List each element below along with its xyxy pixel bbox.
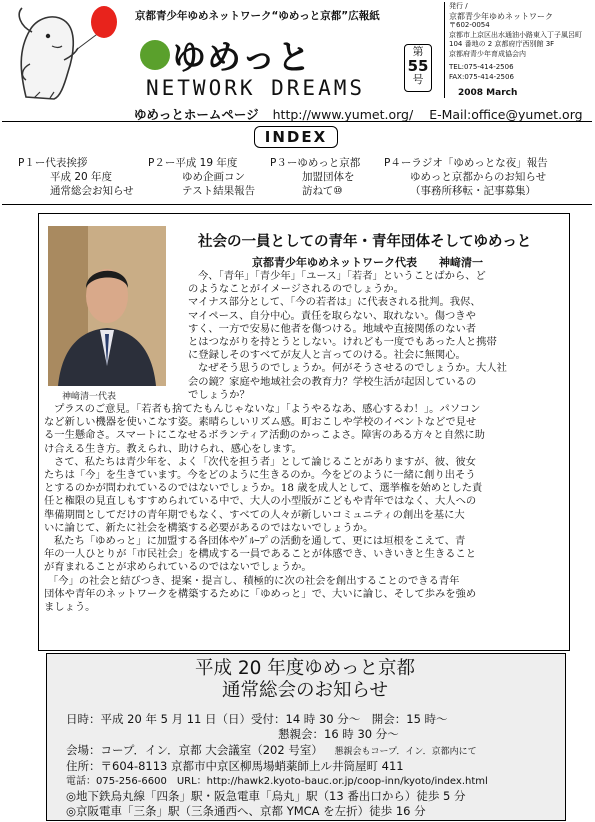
logo-icon [140, 40, 170, 70]
article-line: る一生懸命さ。スマートにこなせるボランティア活動のかっこよさ。障害のある方々と自然に助 [44, 429, 485, 442]
meeting-venue [66, 743, 477, 761]
portrait-image [48, 226, 166, 386]
balloon-icon [91, 6, 117, 38]
index-item: 加盟団体を [302, 171, 355, 183]
publisher-postal: 〒602-0054 [449, 21, 490, 29]
publisher-org: 京都青少年ゆめネットワーク [449, 11, 553, 21]
article-line: たちは「今」を生きています。今をどのように生きるのか。今をどのように一緒に創り出そう [44, 469, 476, 482]
meeting-access-1: ◎地下鉄烏丸線「四条」駅・阪急電車「烏丸」駅（13 番出口から）徒歩 5 分 [66, 789, 466, 803]
article-line: とするのかが問われているのではないでしょうか。18 歳を成人として、選挙権を始めとした責 [44, 482, 483, 495]
meeting-phone-url: 電話：075-256-6600 URL：http://hawk2.kyoto-bauc.or.jp/coop-inn/kyoto/index.html [66, 776, 488, 787]
index-column-2 [148, 156, 255, 198]
index-column-1 [18, 156, 134, 198]
index-item: P３ーゆめっと京都 [270, 157, 361, 169]
article-line: なぜそう思うのでしょうか。何がそうさせるのでしょうか。大人社 [198, 362, 507, 375]
issue-go: 号 [412, 73, 424, 86]
article-line: のようなことがイメージされるのでしょうか。 [188, 283, 404, 296]
meeting-title-line-2: 通常総会のお知らせ [222, 680, 388, 701]
article-line: すく、一方で安易に他者を傷つける。地域や直接関係のない者 [188, 322, 477, 335]
publisher-address-1: 京都市上京区出水通油小路東入丁子風呂町 [449, 30, 582, 39]
index-item: 通常総会お知らせ [50, 185, 134, 197]
index-item: P２ー平成 19 年度 [148, 157, 238, 169]
article-line: 私たち「ゆめっと」に加盟する各団体やｸﾞﾙｰﾌﾟの活動を通して、更には垣根をこえて、青 [54, 535, 466, 548]
article-line: でしょうか？ [188, 388, 250, 401]
index-item: 訪ねて⑩ [302, 185, 343, 197]
article-line: マイナス部分として、「今の若者は」に代表される批判。我侭、 [188, 296, 481, 309]
index-column-3 [270, 156, 360, 198]
article-line: 任と権限の見直しもすすめられている中で、大人の小型版がこどもや青年ではなく、大人への [44, 495, 477, 508]
index-item: テスト結果報告 [182, 185, 256, 197]
article-subtitle: 京都青少年ゆめネットワーク代表 神﨑清一 [252, 256, 483, 269]
index-item: P４ーラジオ「ゆめっとな夜」報告 [384, 157, 548, 169]
index-item: P１ー代表挨拶 [18, 157, 88, 169]
meeting-access-2: ◎京阪電車「三条」駅（三条通西へ、京都 YMCA を左折）徒歩 16 分 [66, 804, 426, 818]
article-line: 団体や青年のネットワークを構築するために「ゆめっと」で、大いに論じ、そして歩みを強め [44, 587, 477, 600]
org-tagline: 京都青少年ゆめネットワーク“ゆめっと京都”広報紙 [135, 10, 380, 22]
article-line: マイペース、自分中心。責任を取らない、取れない。傷つきや [188, 309, 476, 322]
article-line: に登録しそのすべてが友人と言ってのける。社会に無関心。 [188, 349, 466, 362]
article-title: 社会の一員としての青年・青年団体そしてゆめっと [198, 233, 532, 250]
photo-caption: 神﨑清一代表 [62, 392, 117, 402]
homepage-url[interactable]: http://www.yumet.org/ [272, 107, 414, 122]
index-item: 平成 20 年度 [50, 171, 113, 183]
meeting-party: 懇親会：16 時 30 分～ [278, 727, 399, 741]
meeting-title [46, 658, 564, 702]
index-item: ゆめっと京都からのお知らせ [410, 171, 547, 183]
email-address[interactable]: E-Mail:office@yumet.org [429, 107, 583, 122]
article-line: 準備期間としてだけの青年期でもなく、すべての人々が新しいコミュニティの創出を基に大 [44, 508, 465, 521]
issue-number: 55 [407, 57, 429, 75]
meeting-address: 住所：〒604-8113 京都市中京区柳馬場蛸薬師上ル井筒屋町 411 [66, 759, 404, 773]
index-column-4 [384, 156, 548, 198]
meeting-title-line-1: 平成 20 年度ゆめっと京都 [194, 658, 416, 679]
article-line: 会の鏡？家庭や地域社会の教育力？学校生活が起因しているの [188, 375, 477, 388]
meeting-date: 日時：平成 20 年 5 月 11 日（日）受付：14 時 30 分～ 開会：15 時～ [66, 712, 448, 726]
publisher-label: 発行 / [449, 2, 468, 10]
article-line: いに論じて、新たに社会を構築する必要があるのではないでしょうか。 [44, 521, 374, 534]
network-dreams-title: NETWORK DREAMS [146, 76, 366, 100]
venue-text: 会場：コープ．イン．京都 大会議室（202 号室） [66, 743, 323, 757]
header-divider [2, 121, 592, 122]
index-item: ゆめ企画コン [182, 171, 245, 183]
article-line: など新しい機器を使いこなす姿。素晴らしいリズム感。町おこしや学校のイベントなどで見せ [44, 416, 477, 429]
article-line: プラスのご意見。「若者も捨てたもんじゃないな」「ようやるなあ、感心するわ！」。パソコン [54, 403, 481, 415]
issue-number-box [404, 44, 432, 92]
logo-text: ゆめっと [172, 38, 312, 78]
publisher-address-3: 京都府青少年育成協会内 [449, 49, 526, 58]
article-line: ましょう。 [44, 601, 96, 614]
index-item: （事務所移転・記事募集） [410, 185, 536, 197]
publisher-fax: FAX:075-414-2506 [449, 72, 514, 81]
article-right-column [188, 270, 507, 402]
article-line: さて、私たちは青少年を、よく「次代を担う者」として論じることがありますが、彼、彼女 [54, 455, 476, 468]
publisher-info [444, 2, 595, 98]
article-line: 「今」の社会と結びつき、提案・提言し、積極的に次の社会を創出することのできる青年 [48, 574, 460, 587]
article-full-width [44, 403, 485, 614]
article-line: とはつながりを持とうとしない。けれども一度でもあった人と携帯 [188, 336, 497, 349]
article-line: 年の一人ひとりが「市民社会」を構成する一員であることが体感でき、いきいきと生きること [44, 548, 477, 561]
mascot-illustration [2, 2, 127, 102]
publisher-address-2: 104 番地の 2 京都府庁西別館 3F [449, 40, 555, 48]
homepage-label: ゆめっとホームページ [134, 107, 259, 122]
article-line: 今、「青年」「青少年」「ユース」「若者」ということばから、ど [198, 270, 486, 282]
article-line: が育まれることが求められているのではないでしょうか。 [44, 561, 312, 574]
venue-note: 懇親会もコープ．イン．京都内にて [334, 747, 477, 757]
article-line: け合える生き方。教えられ、助けられ、感心をします。 [44, 442, 302, 455]
issue-date: 2008 March [458, 88, 518, 98]
index-divider [2, 204, 592, 205]
index-title: INDEX [254, 126, 338, 148]
representative-photo [48, 226, 166, 386]
publisher-tel: TEL:075-414-2506 [449, 63, 514, 71]
issue-dai: 第 [412, 45, 424, 58]
